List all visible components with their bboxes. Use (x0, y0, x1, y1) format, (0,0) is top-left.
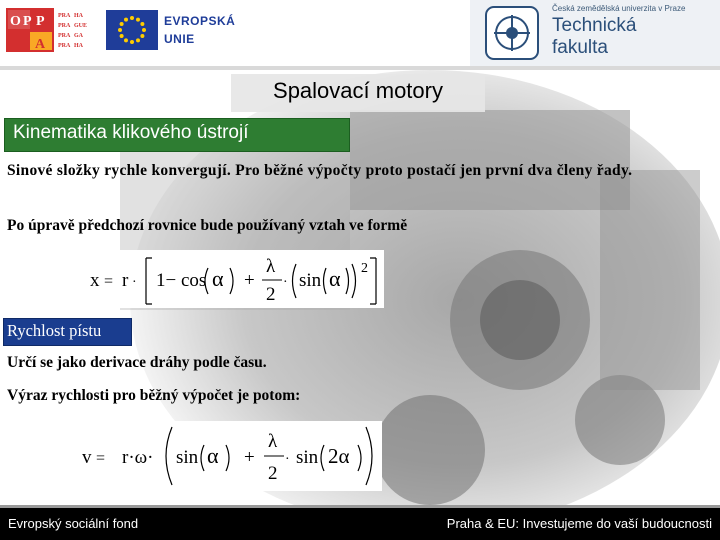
eq-symbol: sin (296, 447, 319, 468)
slide-header (0, 0, 720, 70)
svg-text:=: = (104, 273, 114, 290)
opp-text: PRA (58, 43, 71, 49)
eq-symbol: λ (268, 431, 278, 452)
footer-right-text: Praha & EU: Investujeme do vaší budoucnosti (446, 516, 712, 531)
section-heading-text: Kinematika klikového ústrojí (13, 122, 249, 143)
footer-left-text: Evropský sociální fond (8, 516, 139, 531)
equation-position-svg (84, 250, 384, 308)
eu-text-line1: EVROPSKÁ (164, 14, 236, 28)
section-heading-piston-speed (3, 318, 132, 346)
paragraph-relation: Po úpravě předchozí rovnice bude používaný vztah ve formě (7, 217, 408, 234)
equation-velocity-svg (76, 421, 382, 491)
header-divider (0, 66, 720, 70)
paragraph-derivative: Určí se jako derivace dráhy podle času. (7, 354, 267, 371)
eq-symbol: 2α (328, 444, 350, 468)
opp-letter: P (36, 14, 45, 29)
eq-symbol: + (244, 447, 255, 468)
eq-symbol: r·ω· (122, 447, 154, 468)
opp-text: PRA (58, 13, 71, 19)
eq-symbol: 2 (266, 284, 276, 305)
svg-text:·: · (285, 452, 290, 467)
eq-symbol: r (122, 270, 129, 291)
eu-text-line2: UNIE (164, 32, 195, 46)
section-heading-kinematics (4, 118, 350, 152)
eq-symbol: α (212, 266, 224, 291)
eq-symbol: v (82, 447, 92, 468)
equation-position (84, 250, 384, 308)
slide-footer (0, 508, 720, 540)
eq-symbol: sin (176, 447, 199, 468)
equation-velocity (76, 421, 382, 491)
eq-symbol: 2 (361, 261, 368, 276)
faculty-logo (470, 0, 720, 66)
paragraph-convergence: Sinové složky rychle konvergují. Pro běžné výpočty proto postačí jen první dva členy řady. (7, 162, 633, 179)
opp-text: PRA (58, 23, 71, 29)
eu-logo (102, 4, 242, 62)
faculty-name-line1: Technická (552, 15, 637, 36)
faculty-emblem-icon (484, 5, 540, 61)
opp-text: HA (74, 13, 83, 19)
svg-text:·: · (132, 275, 137, 290)
eq-symbol: sin (299, 270, 322, 291)
faculty-name-line2: fakulta (552, 37, 608, 58)
university-name: Česká zemědělská univerzita v Praze (552, 4, 686, 13)
svg-text:·: · (283, 275, 288, 290)
paragraph-speed-expression: Výraz rychlosti pro běžný výpočet je potom: (7, 387, 301, 404)
opp-text: GA (74, 33, 83, 39)
opp-text: GUE (74, 23, 88, 29)
eq-symbol: x (90, 270, 100, 291)
eq-symbol: 1− cos (156, 270, 207, 291)
section-heading-text: Rychlost pístu (7, 321, 102, 340)
opp-letter: O (10, 14, 21, 29)
eq-symbol: + (244, 270, 255, 291)
eq-symbol: α (207, 443, 219, 468)
svg-text:=: = (96, 450, 106, 467)
slide-title: Spalovací motory (273, 78, 443, 103)
opp-letter: A (35, 37, 46, 52)
eq-symbol: λ (266, 256, 276, 277)
eu-flag-icon (106, 10, 158, 50)
opp-praha-logo (6, 8, 96, 52)
eq-symbol: α (329, 266, 341, 291)
eq-symbol: 2 (268, 463, 278, 484)
opp-text: PRA (58, 33, 71, 39)
opp-text: HA (74, 43, 83, 49)
opp-letter: P (23, 14, 32, 29)
